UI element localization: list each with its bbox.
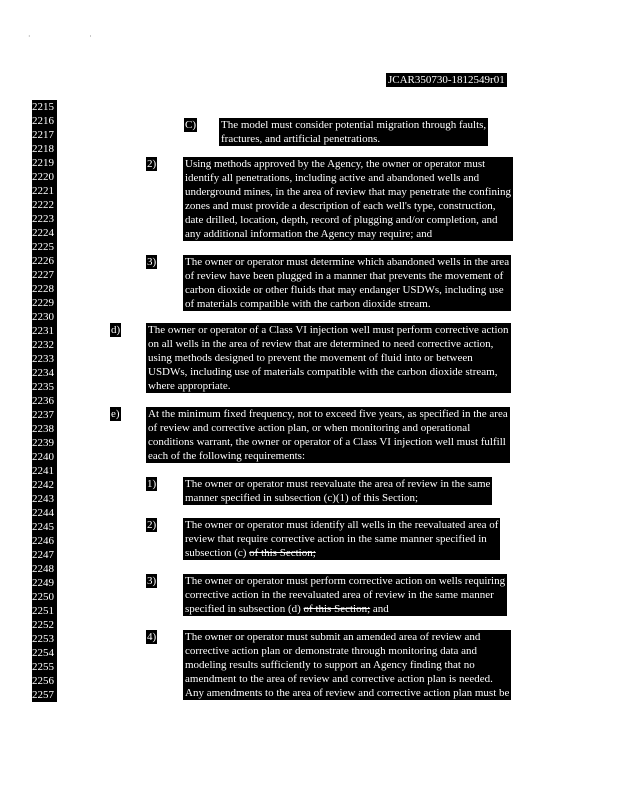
text-line: of review and corrective action plan, or when monitoring and operational [148,422,471,434]
line-number: 2256 [32,674,57,688]
line-number: 2239 [32,436,57,450]
line-number: 2255 [32,660,57,674]
paragraph-perform-corrective [183,574,507,616]
text-line: review that require corrective action in the same manner specified in [185,533,487,545]
line-number: 2224 [32,226,57,240]
text-line: of materials compatible with the carbon dioxide stream. [185,298,431,310]
struck-text: of this Section; [249,547,316,559]
document-id-header: JCAR350730-1812549r01 [388,74,505,86]
text-line: modeling results sufficiently to support an Agency finding that no [185,659,475,671]
text-line: corrective action plan or demonstrate through monitoring data and [185,645,478,657]
line-number: 2236 [32,394,57,408]
line-number: 2233 [32,352,57,366]
line-number: 2230 [32,310,57,324]
line-number: 2243 [32,492,57,506]
paragraph-reevaluate [183,477,492,505]
text-line: manner specified in subsection (c)(1) of this Section; [185,492,419,504]
paragraph-identify-wells [183,518,500,560]
line-number: 2242 [32,478,57,492]
text-line: identify all penetrations, including active and abandoned wells and [185,172,480,184]
text-line: date drilled, location, depth, record of plugging and/or completion, and [185,214,498,226]
line-number: 2250 [32,590,57,604]
item-label: 3) [147,575,157,587]
line-number: 2232 [32,338,57,352]
line-number: 2254 [32,646,57,660]
text-line: on all wells in the area of review that are determined to need corrective action, [148,338,494,350]
line-number: 2247 [32,548,57,562]
line-number: 2246 [32,534,57,548]
line-number: 2222 [32,198,57,212]
line-number: 2229 [32,296,57,310]
item-label: 2) [147,158,157,170]
line-number: 2234 [32,366,57,380]
text-line: corrective action in the reevaluated area of review in the same manner [185,589,494,601]
text-line: The owner or operator of a Class VI injection well must perform corrective action [148,324,509,336]
line-number: 2216 [32,114,57,128]
line-number: 2245 [32,520,57,534]
item-label: 3) [147,256,157,268]
text-line: The owner or operator must determine which abandoned wells in the area [185,256,510,268]
paragraph-amended-plan [183,630,511,700]
item-label: e) [111,408,120,420]
line-number: 2235 [32,380,57,394]
text-line: any additional information the Agency may require; and [185,228,433,240]
line-number: 2217 [32,128,57,142]
paragraph-faults [219,118,488,146]
paragraph-corrective-action [146,323,511,393]
text-line: amendment to the area of review and corrective action plan is needed. [185,673,493,685]
text-line [185,602,505,616]
item-label: 1) [147,478,157,490]
item-label: 4) [147,631,157,643]
text-fragment: subsection (c) [185,547,250,559]
line-number: 2248 [32,562,57,576]
text-line: The model must consider potential migration through faults, [221,119,487,131]
text-line [185,546,498,560]
text-line: Using methods approved by the Agency, the owner or operator must [185,158,486,170]
line-number: 2251 [32,604,57,618]
item-label: C) [185,119,196,131]
line-number: 2244 [32,506,57,520]
line-number: 2223 [32,212,57,226]
struck-text: of this Section; [303,603,371,615]
text-line: zones and must provide a description of each well's type, construction, [185,200,496,212]
line-number: 2240 [32,450,57,464]
line-number: 2228 [32,282,57,296]
line-number: 2231 [32,324,57,338]
line-number: 2253 [32,632,57,646]
text-line: fractures, and artificial penetrations. [221,133,381,145]
line-number: 2220 [32,170,57,184]
text-line: The owner or operator must identify all wells in the reevaluated area of [185,519,499,531]
paragraph-abandoned-wells [183,255,511,311]
paragraph-penetrations [183,157,513,241]
line-number: 2257 [32,688,57,702]
line-number: 2252 [32,618,57,632]
item-label: 2) [147,519,157,531]
line-number: 2237 [32,408,57,422]
text-line: conditions warrant, the owner or operator of a Class VI injection well must fulfill [148,436,506,448]
text-line: underground mines, in the area of review that may penetrate the confining [185,186,512,198]
text-fragment: specified in subsection (d) [185,603,304,615]
line-number: 2221 [32,184,57,198]
text-line: using methods designed to prevent the movement of fluid into or between [148,352,473,364]
line-number: 2238 [32,422,57,436]
text-fragment: and [370,603,389,615]
text-line: The owner or operator must perform corrective action on wells requiring [185,575,506,587]
paragraph-fixed-frequency [146,407,510,463]
text-line: At the minimum fixed frequency, not to exceed five years, as specified in the area [148,408,508,420]
text-line: The owner or operator must reevaluate the area of review in the same [185,478,491,490]
line-number: 2219 [32,156,57,170]
page-corner-marks: · · [28,32,120,41]
text-line: where appropriate. [148,380,231,392]
line-number: 2215 [32,100,57,114]
text-line: of review have been plugged in a manner that prevents the movement of [185,270,504,282]
line-number: 2225 [32,240,57,254]
line-number: 2227 [32,268,57,282]
text-line: each of the following requirements: [148,450,306,462]
line-number: 2241 [32,464,57,478]
text-line: Any amendments to the area of review and corrective action plan must be [185,687,510,699]
item-label: d) [111,324,121,336]
text-line: The owner or operator must submit an amended area of review and [185,631,481,643]
text-line: USDWs, including use of materials compatible with the carbon dioxide stream, [148,366,498,378]
line-number: 2226 [32,254,57,268]
text-line: carbon dioxide or other fluids that may endanger USDWs, including use [185,284,504,296]
line-number: 2249 [32,576,57,590]
line-number: 2218 [32,142,57,156]
